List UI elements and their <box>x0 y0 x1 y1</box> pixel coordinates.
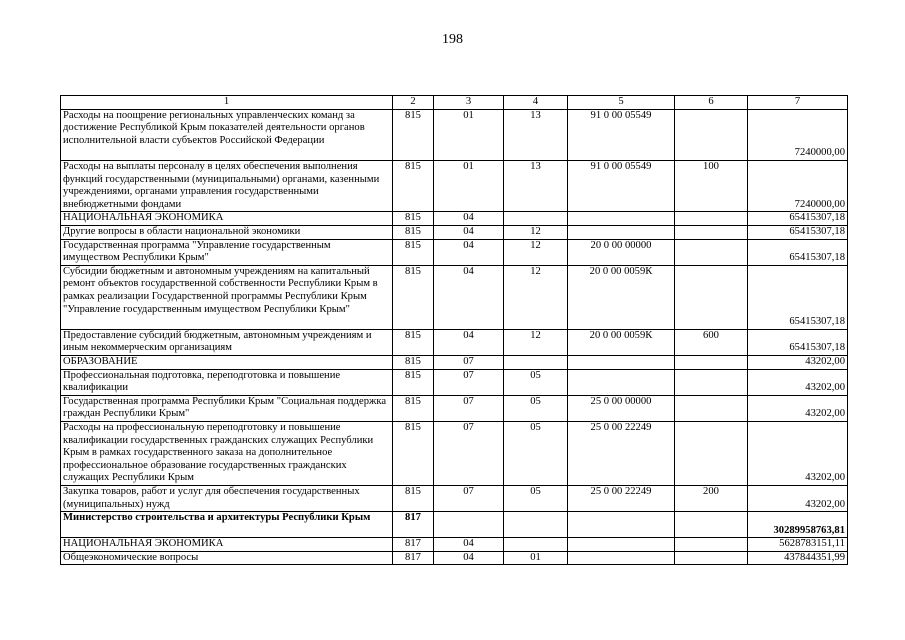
row-section-cell: 01 <box>434 160 504 211</box>
row-expense-type-cell <box>675 355 748 369</box>
row-amount-cell: 65415307,18 <box>748 212 848 226</box>
header-cell: 6 <box>675 96 748 110</box>
row-subsection-cell: 12 <box>504 329 568 355</box>
row-amount-cell: 43202,00 <box>748 485 848 511</box>
table-row <box>61 212 848 226</box>
row-expense-type-cell: 600 <box>675 329 748 355</box>
row-expense-type-cell <box>675 265 748 329</box>
row-subsection-cell: 05 <box>504 421 568 485</box>
row-subsection-cell: 12 <box>504 239 568 265</box>
row-subsection-cell: 05 <box>504 485 568 511</box>
budget-table <box>60 95 848 565</box>
row-expense-type-cell <box>675 421 748 485</box>
row-expense-type-cell <box>675 369 748 395</box>
row-subsection-cell: 01 <box>504 551 568 565</box>
row-target-article-cell <box>568 355 675 369</box>
row-expense-type-cell <box>675 551 748 565</box>
row-admin-code-cell: 815 <box>393 109 434 160</box>
row-name-cell: Расходы на поощрение региональных управленческих команд за достижение Республикой Крым показателей деятельности органов исполнительной власти субъектов Российской Федерации <box>61 109 393 160</box>
row-admin-code-cell: 815 <box>393 225 434 239</box>
row-admin-code-cell: 815 <box>393 369 434 395</box>
row-admin-code-cell: 815 <box>393 329 434 355</box>
table-row <box>61 239 848 265</box>
row-target-article-cell: 25 0 00 22249 <box>568 421 675 485</box>
row-target-article-cell: 20 0 00 0059К <box>568 265 675 329</box>
row-target-article-cell <box>568 212 675 226</box>
row-name-cell: Другие вопросы в области национальной экономики <box>61 225 393 239</box>
row-target-article-cell <box>568 512 675 538</box>
row-subsection-cell: 12 <box>504 265 568 329</box>
row-admin-code-cell: 815 <box>393 355 434 369</box>
row-target-article-cell: 25 0 00 00000 <box>568 395 675 421</box>
row-amount-cell: 7240000,00 <box>748 109 848 160</box>
row-subsection-cell: 05 <box>504 395 568 421</box>
header-cell: 3 <box>434 96 504 110</box>
row-name-cell: Расходы на выплаты персоналу в целях обеспечения выполнения функций государственными (муниципальными) органами, казенными учреждениями, органами управления государственными внебюджетными фондами <box>61 160 393 211</box>
table-header-row <box>61 96 848 110</box>
row-target-article-cell: 25 0 00 22249 <box>568 485 675 511</box>
header-cell: 1 <box>61 96 393 110</box>
row-subsection-cell: 05 <box>504 369 568 395</box>
row-subsection-cell <box>504 355 568 369</box>
row-section-cell: 07 <box>434 369 504 395</box>
row-expense-type-cell <box>675 212 748 226</box>
row-name-cell: Министерство строительства и архитектуры Республики Крым <box>61 512 393 538</box>
row-expense-type-cell <box>675 538 748 552</box>
table-row <box>61 355 848 369</box>
row-expense-type-cell <box>675 109 748 160</box>
row-admin-code-cell: 817 <box>393 538 434 552</box>
row-amount-cell: 65415307,18 <box>748 265 848 329</box>
row-target-article-cell: 91 0 00 05549 <box>568 109 675 160</box>
row-expense-type-cell <box>675 239 748 265</box>
row-name-cell: Общеэкономические вопросы <box>61 551 393 565</box>
row-subsection-cell <box>504 212 568 226</box>
row-name-cell: Государственная программа "Управление государственным имуществом Республики Крым" <box>61 239 393 265</box>
header-cell: 7 <box>748 96 848 110</box>
page-number: 198 <box>442 32 463 47</box>
row-target-article-cell <box>568 551 675 565</box>
table-row <box>61 109 848 160</box>
table-row <box>61 160 848 211</box>
row-section-cell: 04 <box>434 551 504 565</box>
row-expense-type-cell <box>675 395 748 421</box>
row-name-cell: Субсидии бюджетным и автономным учреждениям на капитальный ремонт объектов государственной собственности Республики Крым в рамках реализации Государственной программы Республики Крым "Управление государственным имуществом Республики Крым" <box>61 265 393 329</box>
row-section-cell: 04 <box>434 225 504 239</box>
row-amount-cell: 65415307,18 <box>748 239 848 265</box>
row-target-article-cell <box>568 225 675 239</box>
table-row <box>61 369 848 395</box>
table-row <box>61 329 848 355</box>
row-amount-cell: 65415307,18 <box>748 225 848 239</box>
row-amount-cell: 43202,00 <box>748 421 848 485</box>
row-admin-code-cell: 815 <box>393 395 434 421</box>
table-row <box>61 421 848 485</box>
row-admin-code-cell: 815 <box>393 265 434 329</box>
row-section-cell: 04 <box>434 538 504 552</box>
row-admin-code-cell: 817 <box>393 512 434 538</box>
table-row <box>61 265 848 329</box>
row-section-cell: 01 <box>434 109 504 160</box>
row-name-cell: Расходы на профессиональную переподготовку и повышение квалификации государственных гражданских служащих Республики Крым в рамках государственного заказа на дополнительное профессиональное образование государственных гражданских служащих Республики Крым <box>61 421 393 485</box>
row-amount-cell: 5628783151,11 <box>748 538 848 552</box>
row-target-article-cell: 20 0 00 0059К <box>568 329 675 355</box>
row-name-cell: НАЦИОНАЛЬНАЯ ЭКОНОМИКА <box>61 212 393 226</box>
header-cell: 5 <box>568 96 675 110</box>
row-section-cell: 07 <box>434 355 504 369</box>
row-name-cell: Государственная программа Республики Крым "Социальная поддержка граждан Республики Крым" <box>61 395 393 421</box>
row-expense-type-cell <box>675 225 748 239</box>
row-admin-code-cell: 815 <box>393 239 434 265</box>
table-row <box>61 395 848 421</box>
row-target-article-cell <box>568 369 675 395</box>
row-expense-type-cell: 100 <box>675 160 748 211</box>
row-subsection-cell <box>504 538 568 552</box>
row-section-cell: 04 <box>434 212 504 226</box>
row-admin-code-cell: 815 <box>393 485 434 511</box>
row-section-cell: 07 <box>434 421 504 485</box>
row-admin-code-cell: 815 <box>393 160 434 211</box>
row-subsection-cell <box>504 512 568 538</box>
table-row <box>61 225 848 239</box>
row-name-cell: ОБРАЗОВАНИЕ <box>61 355 393 369</box>
row-expense-type-cell <box>675 512 748 538</box>
header-cell: 2 <box>393 96 434 110</box>
row-subsection-cell: 13 <box>504 109 568 160</box>
row-section-cell: 07 <box>434 395 504 421</box>
row-admin-code-cell: 815 <box>393 212 434 226</box>
row-section-cell: 07 <box>434 485 504 511</box>
row-amount-cell: 65415307,18 <box>748 329 848 355</box>
row-amount-cell: 43202,00 <box>748 395 848 421</box>
row-section-cell <box>434 512 504 538</box>
row-amount-cell: 30289958763,81 <box>748 512 848 538</box>
table-row <box>61 512 848 538</box>
row-amount-cell: 43202,00 <box>748 369 848 395</box>
row-name-cell: Закупка товаров, работ и услуг для обеспечения государственных (муниципальных) нужд <box>61 485 393 511</box>
header-cell: 4 <box>504 96 568 110</box>
row-target-article-cell: 20 0 00 00000 <box>568 239 675 265</box>
row-target-article-cell: 91 0 00 05549 <box>568 160 675 211</box>
row-section-cell: 04 <box>434 239 504 265</box>
row-name-cell: Профессиональная подготовка, переподготовка и повышение квалификации <box>61 369 393 395</box>
table-row <box>61 485 848 511</box>
row-section-cell: 04 <box>434 265 504 329</box>
row-name-cell: НАЦИОНАЛЬНАЯ ЭКОНОМИКА <box>61 538 393 552</box>
row-subsection-cell: 12 <box>504 225 568 239</box>
row-subsection-cell: 13 <box>504 160 568 211</box>
row-amount-cell: 43202,00 <box>748 355 848 369</box>
table-row <box>61 538 848 552</box>
row-amount-cell: 7240000,00 <box>748 160 848 211</box>
row-admin-code-cell: 817 <box>393 551 434 565</box>
row-expense-type-cell: 200 <box>675 485 748 511</box>
row-name-cell: Предоставление субсидий бюджетным, автономным учреждениям и иным некоммерческим организациям <box>61 329 393 355</box>
row-admin-code-cell: 815 <box>393 421 434 485</box>
row-target-article-cell <box>568 538 675 552</box>
table-row <box>61 551 848 565</box>
row-amount-cell: 437844351,99 <box>748 551 848 565</box>
row-section-cell: 04 <box>434 329 504 355</box>
